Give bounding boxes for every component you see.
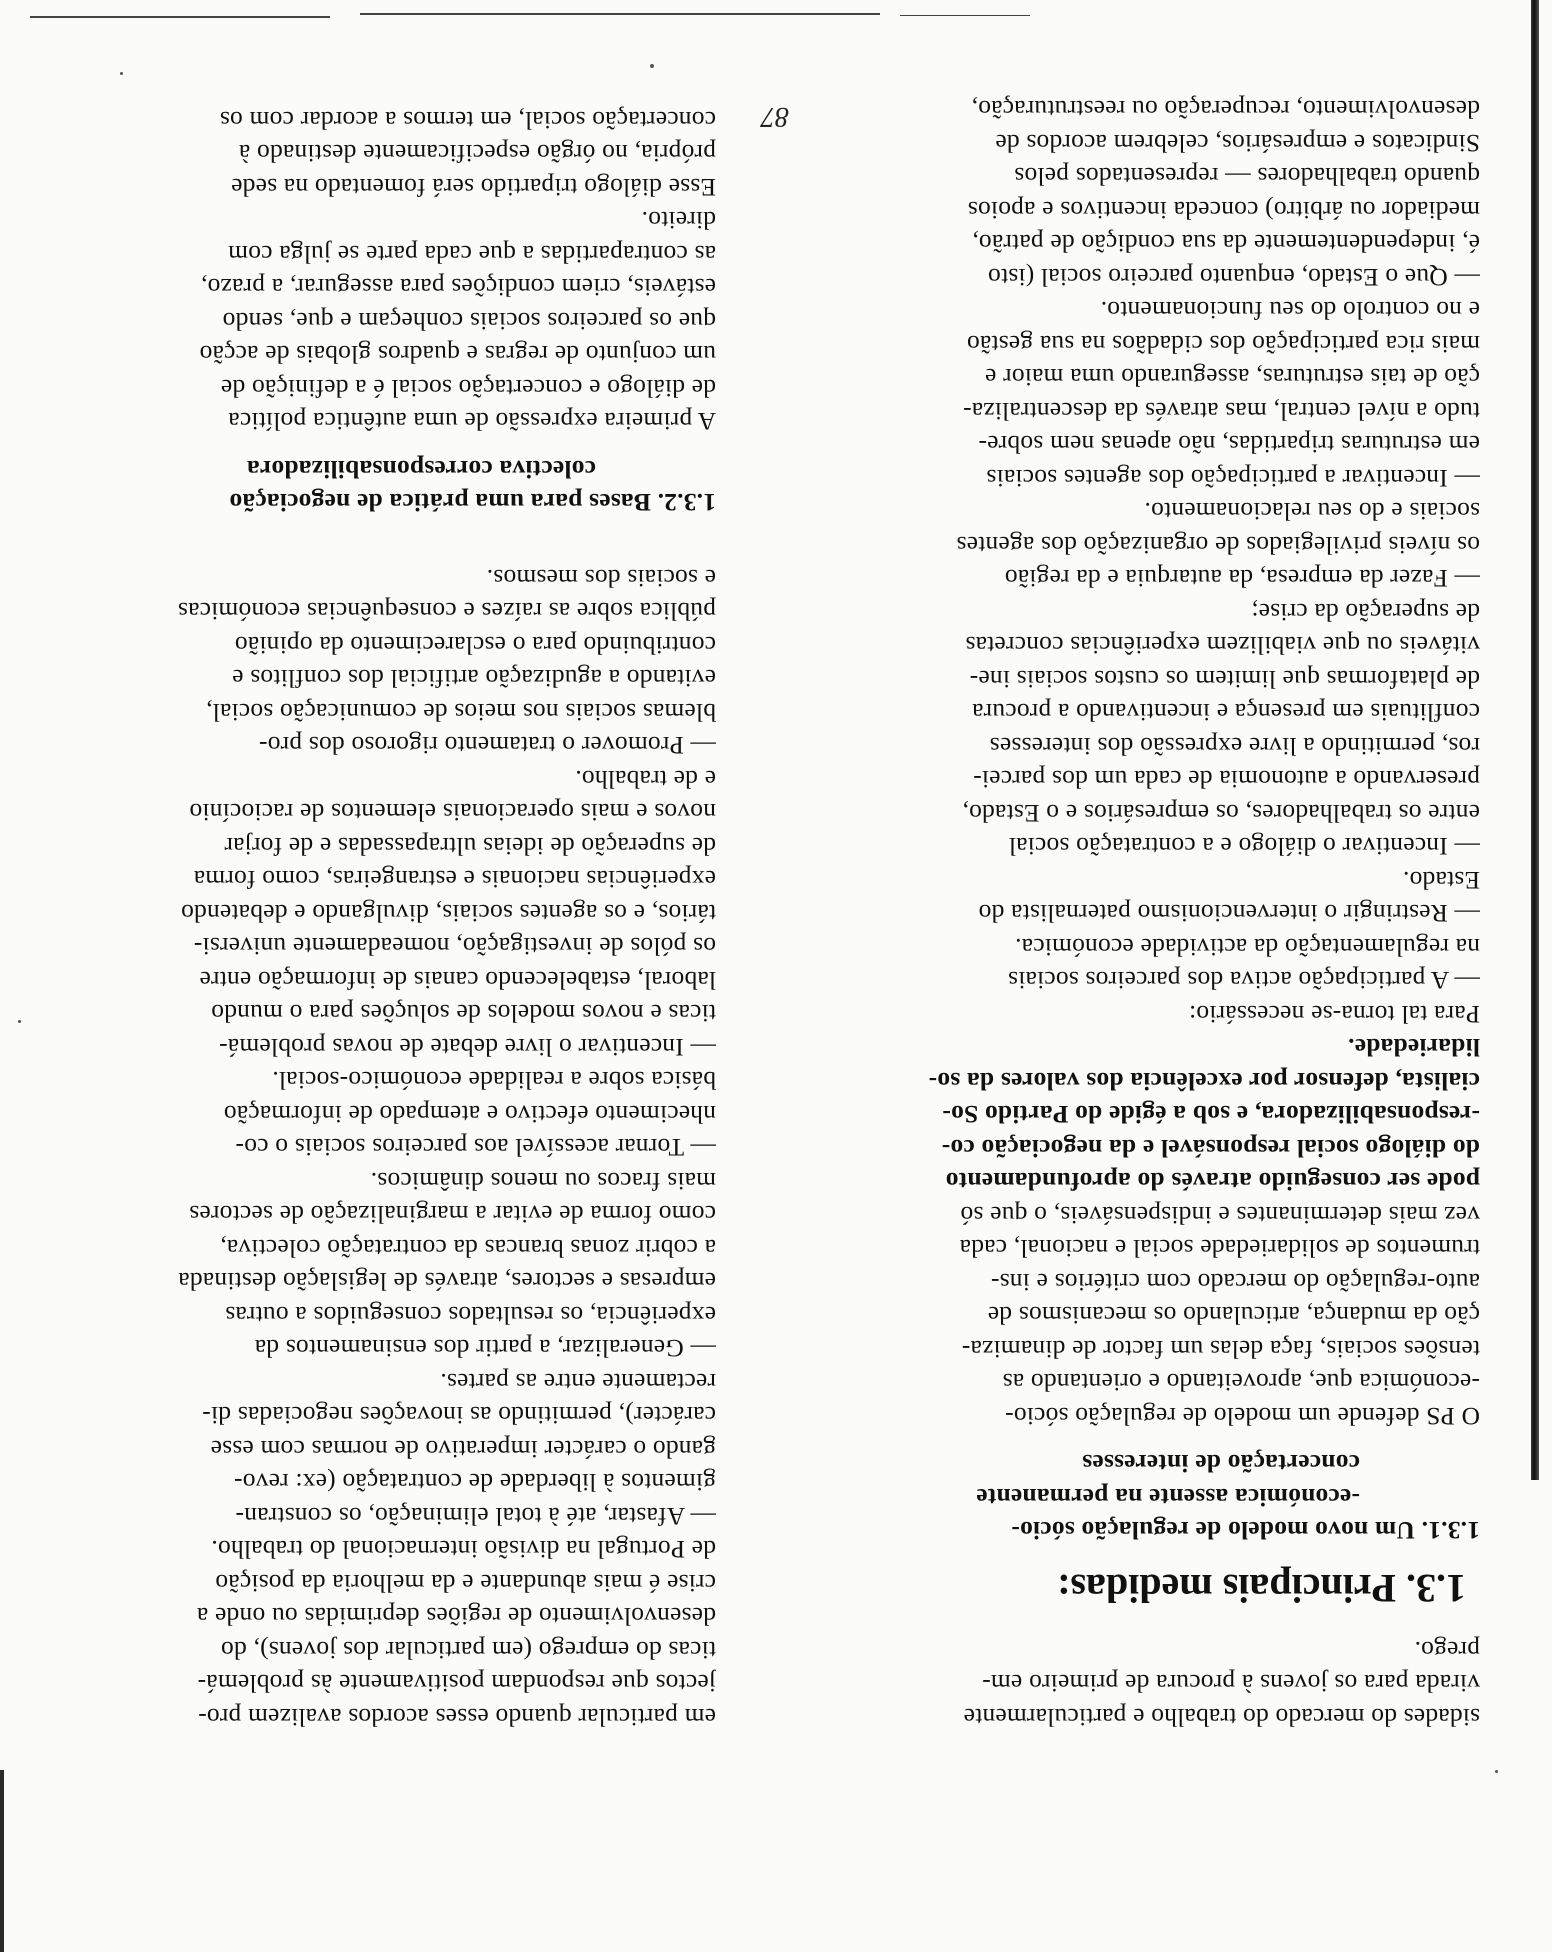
scan-speck [650,64,654,68]
text-line: vez mais determinantes e indispensáveis, o que só [960,1201,1480,1230]
right-column [120,104,716,1735]
text-line: tudo a nível central, mas através da descentraliza- [962,397,1480,426]
text-line: Estado. [1402,866,1480,895]
scan-edge-shadow [0,1770,4,1952]
left-column-lead-paragraph [884,1634,1480,1735]
text-line: sociais e do seu relacionamento. [1144,497,1480,527]
text-line: em estruturas tripartidas, não apenas nem sobre- [978,430,1480,460]
text-line: crise é mais abundante e da melhoria da posição [215,1569,716,1598]
text-line: as contrapartidas a que cada parte se julga com [227,240,716,269]
text-line: auto-regulação do mercado com critérios e ins- [990,1268,1480,1297]
subsection-heading-1-3-2 [120,453,716,520]
text-line: a cobrir zonas brancas da contratação colectiva, [220,1234,716,1263]
page-number: 87 [761,101,789,132]
subsection-heading-line: colectiva corresponsabilizadora [246,455,596,484]
text-line: desenvolvimento, recuperação ou reestruturação, [971,95,1480,125]
text-line: na regulamentação da actividade económica. [1014,933,1480,962]
text-line: direito. [641,206,716,236]
text-line: — Tornar acessível aos parceiros sociais o co- [235,1133,716,1163]
text-line: é, independentemente da sua condição de patrão, [972,229,1480,259]
text-line: os pólos de investigação, nomeadamente universi- [193,932,716,962]
text-line: de superação da crise; [1251,598,1480,627]
text-line: novos e mais operacionais elementos de raciocínio [189,798,716,828]
text-line: ção da mudança, articulando os mecanismos de [987,1301,1480,1331]
scan-edge-line [900,15,1030,16]
scan-edge-line [30,16,330,18]
text-line: vitáveis ou que viabilizem experiências concretas [965,631,1480,661]
text-line: preservando a autonomia de cada um dos parcei- [973,765,1480,795]
text-line: do diálogo social responsável e da negociação co- [941,1134,1480,1163]
text-line: virada para os jovens à procura de primeiro em- [982,1669,1480,1699]
text-line: nhecimento efectivo e atempado de informação [223,1100,716,1129]
text-line: evitando a agudização artificial dos conflitos e [232,664,716,694]
text-line: Sindicatos e empresários, celebrem acordos de [995,129,1480,158]
left-column-body [884,93,1480,1433]
text-line: empresas e sectores, através de legislação destinada [178,1267,716,1297]
text-line: — Promover o tratamento rigoroso dos pro- [258,731,716,761]
text-line: rectamente entre as partes. [440,1368,716,1397]
text-line: -económica que, aproveitando e orientando as [1002,1368,1480,1398]
text-line: de superação de ideias ultrapassadas e de forjar [224,832,716,861]
text-line: desenvolvimento de regiões deprimidas ou onde a [196,1602,716,1632]
subsection-heading-line: 1.3.2. Bases para uma prática de negociação [229,488,716,518]
section-heading: 1.3. Principais medidas: [1057,1566,1466,1612]
text-line: estáveis, criem condições para assegurar, a prazo, [200,273,716,303]
scan-edge-shadow [1531,0,1539,1480]
subsection-heading-line: 1.3.1. Um novo modelo de regulação sócio- [1011,1516,1480,1546]
text-line: em particular quando esses acordos avalizem pro- [198,1703,716,1732]
text-line: cialista, defensor por excelência dos valores da so- [928,1067,1480,1096]
text-line: um conjunto de regras e quadros globais de acção [199,340,716,370]
text-line: — Incentivar o diálogo e a contratação social [1008,832,1480,862]
text-line: A primeira expressão de uma autêntica política [228,407,716,437]
scan-speck [18,1020,21,1023]
text-line: e sociais dos mesmos. [486,564,716,593]
text-line: de Portugal na divisão internacional do trabalho. [211,1535,716,1565]
text-line: quando trabalhadores — representados pelos [1014,162,1480,192]
text-line: ticas do emprego (em particular dos jovens), do [220,1636,716,1665]
text-line: — Restringir o intervencionismo paternalista do [978,899,1480,929]
text-line: experiências nacionais e estrangeiras, como forma [193,865,716,895]
text-line: de diálogo e concertação social é a definição de [220,374,716,403]
text-line: Esse diálogo tripartido será fomentado na sede [230,173,716,202]
text-line: jectos que respondam positivamente às problemá- [197,1669,716,1699]
text-line: básica sobre a realidade económico-social. [272,1066,716,1096]
text-line: — Afastar, até à total eliminação, os constran- [235,1502,716,1531]
text-line: mediador ou árbitro) conceda incentivos e apoios [967,196,1480,225]
text-line: laboral, estabelecendo canais de informação entre [199,966,716,995]
text-line: os níveis privilegiados de organização dos agentes [956,531,1480,560]
text-line: — Que o Estado, enquanto parceiro social (isto [987,263,1480,292]
text-line: pode ser conseguido através do aprofundamento [945,1167,1480,1197]
text-line: contribuindo para o esclarecimento da opinião [234,631,716,660]
subsection-heading-line: -económica assente na permanente [976,1483,1360,1512]
subsection-heading-line: concertação de interesses [1082,1449,1360,1479]
text-line: experiência, os resultados conseguidos a outras [225,1301,716,1330]
right-column-closing [120,104,716,439]
text-line: pública sobre as raízes e consequências económicas [177,597,716,627]
text-line: e no controlo do seu funcionamento. [1100,296,1480,326]
text-line: — Generalizar, a partir dos ensinamentos da [254,1334,716,1364]
text-line: e de trabalho. [575,765,716,794]
text-line: tários, e os agentes sociais, divulgando e debatendo [180,899,716,928]
text-line: como forma de evitar a marginalização de sectores [189,1200,716,1230]
text-line: blemas sociais nos meios de comunicação social, [205,698,716,727]
text-line: entre os trabalhadores, os empresários e o Estado, [962,799,1480,828]
text-line: — A participação activa dos parceiros sociais [1007,966,1480,996]
text-line: tensões sociais, faça delas um factor de dinamiza- [961,1335,1480,1364]
text-line: de plataformas que limitem os custos sociais ine- [969,665,1480,694]
text-line: — Incentivar a participação dos agentes sociais [986,464,1480,493]
text-line: gando o carácter imperativo de normas com esse [210,1435,716,1464]
text-line: carácter), permitindo as inovações negociadas di- [202,1401,716,1431]
text-line: gimentos à liberdade de contratação (ex: revo- [233,1468,716,1498]
text-line: sidades do mercado do trabalho e particularmente [963,1703,1480,1732]
text-line: mais fracos ou menos dinâmicos. [370,1167,716,1196]
text-line: concertação social, em termos a acordar com os [219,106,716,135]
text-line: Para tal torna-se necessário: [1188,1000,1480,1029]
left-column [884,93,1480,1734]
subsection-heading-1-3-1 [884,1447,1480,1548]
text-line: -responsabilizadora, e sob a égide do Partido So- [942,1100,1480,1130]
scan-speck [1495,1770,1498,1773]
scan-edge-line [360,13,880,15]
right-column-body [120,562,716,1735]
text-line: trumentos de solidariedade social e nacional, cada [959,1234,1480,1264]
scan-speck [120,72,123,75]
text-line: ticas e novos modelos de soluções para o mundo [211,999,716,1029]
text-line: conflituais em presença e incentivando a procura [971,698,1480,728]
text-line: prego. [1414,1636,1480,1665]
text-line: que os parceiros sociais conheçam e que, sendo [222,307,716,336]
text-line: — Fazer da empresa, da autarquia e da região [1004,564,1480,594]
spacer [120,526,716,562]
text-line: ção de tais estruturas, assegurando uma maior e [984,363,1480,393]
text-line: própria, no órgão especificamente destinado à [238,139,716,169]
text-line: lidariedade. [1347,1033,1480,1063]
text-line: mais rica participação dos cidadãos na sua gestão [966,330,1480,359]
text-line: O PS defende um modelo de regulação sócio- [1004,1402,1480,1431]
text-line: — Incentivar o livre debate de novas problemá- [218,1033,716,1062]
text-line: ros, permitindo a livre expressão dos interesses [989,732,1480,761]
